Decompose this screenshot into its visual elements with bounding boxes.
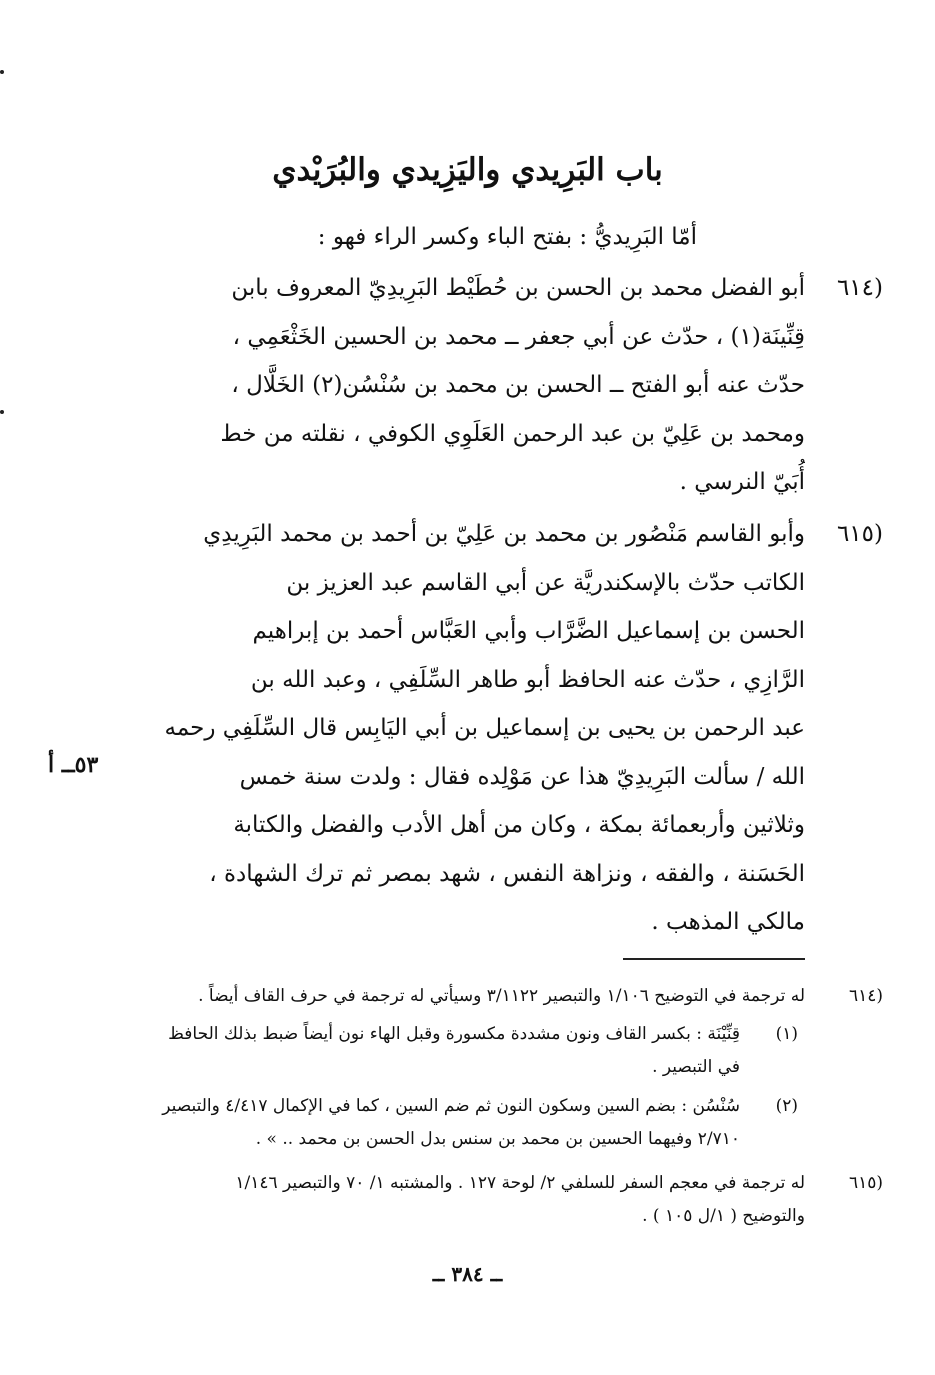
entry-line: وثلاثين وأربعمائة بمكة ، وكان من أهل الأدب والفضل والكتابة — [233, 812, 805, 838]
entry-615 — [125, 510, 883, 947]
footnote-number: (٢) — [775, 1096, 798, 1116]
scan-edge-mark — [0, 410, 4, 414]
entry-line: قِنِّينَة(١) ، حدّث عن أبي جعفر ــ محمد بن الحسين الخَثْعَمِي ، — [232, 323, 805, 350]
entry-line: ومحمد بن عَلِيّ بن عبد الرحمن العَلَوِي الكوفي ، نقلته من خط — [220, 420, 805, 447]
footnote-line: له ترجمة في معجم السفر للسلفي ٢/ لوحة ١٢٧ . والمشتبه ١/ ٧٠ والتبصير ١/١٤٦ — [235, 1173, 805, 1193]
footnote-2 — [72, 1090, 798, 1156]
entry-number: (٦١٥ — [836, 521, 883, 547]
footnote-line: سُنْسُن : بضم السين وسكون النون ثم ضم السين ، كما في الإكمال ٤/٤١٧ والتبصير — [162, 1096, 740, 1116]
entry-line: أُبَيّ النرسي . — [679, 469, 805, 495]
entry-line: وأبو القاسم مَنْصُور بن محمد بن عَلِيّ بن أحمد بن محمد البَرِيدِي — [203, 521, 805, 547]
footnote-line: له ترجمة في التوضيح ١/١٠٦ والتبصير ٣/١١٢٢ وسيأتي له ترجمة في حرف القاف أيضاً . — [198, 986, 805, 1006]
entry-number: (٦١٤ — [836, 275, 883, 301]
footnote-divider — [623, 958, 805, 960]
footnote-line: قِنِّيْنَة : بكسر القاف ونون مشددة مكسورة وقبل الهاء نون أيضاً ضبط بذلك الحافظ — [168, 1024, 740, 1044]
footnote-line: في التبصير . — [652, 1057, 740, 1077]
footnote-615 — [70, 1167, 883, 1233]
entry-614 — [125, 264, 883, 507]
page-number: ــ ٣٨٤ ــ — [432, 1262, 503, 1286]
footnote-line: والتوضيح ( ١/ل ١٠٥ ) . — [642, 1206, 805, 1226]
footnote-line: ٢/٧١٠ وفيهما الحسين بن محمد بن سنس بدل الحسن بن محمد .. » . — [255, 1129, 740, 1149]
footnote-number: (٦١٤ — [848, 986, 883, 1006]
entry-line: الحَسَنة ، والفقه ، ونزاهة النفس ، شهد بمصر ثم ترك الشهادة ، — [209, 860, 805, 887]
intro-line: أمّا البَرِيديُّ : بفتح الباء وكسر الراء فهو : — [317, 224, 697, 250]
entry-line: الرَّازِي ، حدّث عنه الحافظ أبو طاهر السِّلَفِي ، وعبد الله بن — [250, 666, 805, 693]
scan-edge-mark — [0, 70, 4, 74]
chapter-heading: باب البَرِيدي واليَزِيدي والبُرَيْدي — [272, 152, 663, 188]
footnote-number: (٦١٥ — [848, 1173, 883, 1193]
footnote-number: (١) — [775, 1024, 798, 1044]
folio-margin-note: ٥٣ــ أ — [48, 752, 99, 778]
entry-line: الله / سألت البَرِيدِيّ هذا عن مَوْلِده فقال : ولدت سنة خمس — [239, 763, 805, 790]
entry-line: الكاتب حدّث بالإسكندريَّة عن أبي القاسم عبد العزيز بن — [286, 569, 805, 596]
entry-line: مالكي المذهب . — [651, 909, 805, 935]
entry-line: عبد الرحمن بن يحيى بن إسماعيل بن أبي اليَابِس قال السِّلَفِي رحمه — [164, 715, 805, 741]
entry-line: حدّث عنه أبو الفتح ــ الحسن بن محمد بن سُنْسُن(٢) الخَلَّال ، — [231, 372, 805, 398]
entry-line: الحسن بن إسماعيل الضَّرَّاب وأبي العَبَّاس أحمد بن إبراهيم — [252, 618, 805, 644]
entry-line: أبو الفضل محمد بن الحسن بن حُطَيْط البَرِيدِيّ المعروف بابن — [231, 275, 805, 301]
footnote-614 — [70, 980, 883, 1013]
footnote-1 — [72, 1018, 798, 1084]
